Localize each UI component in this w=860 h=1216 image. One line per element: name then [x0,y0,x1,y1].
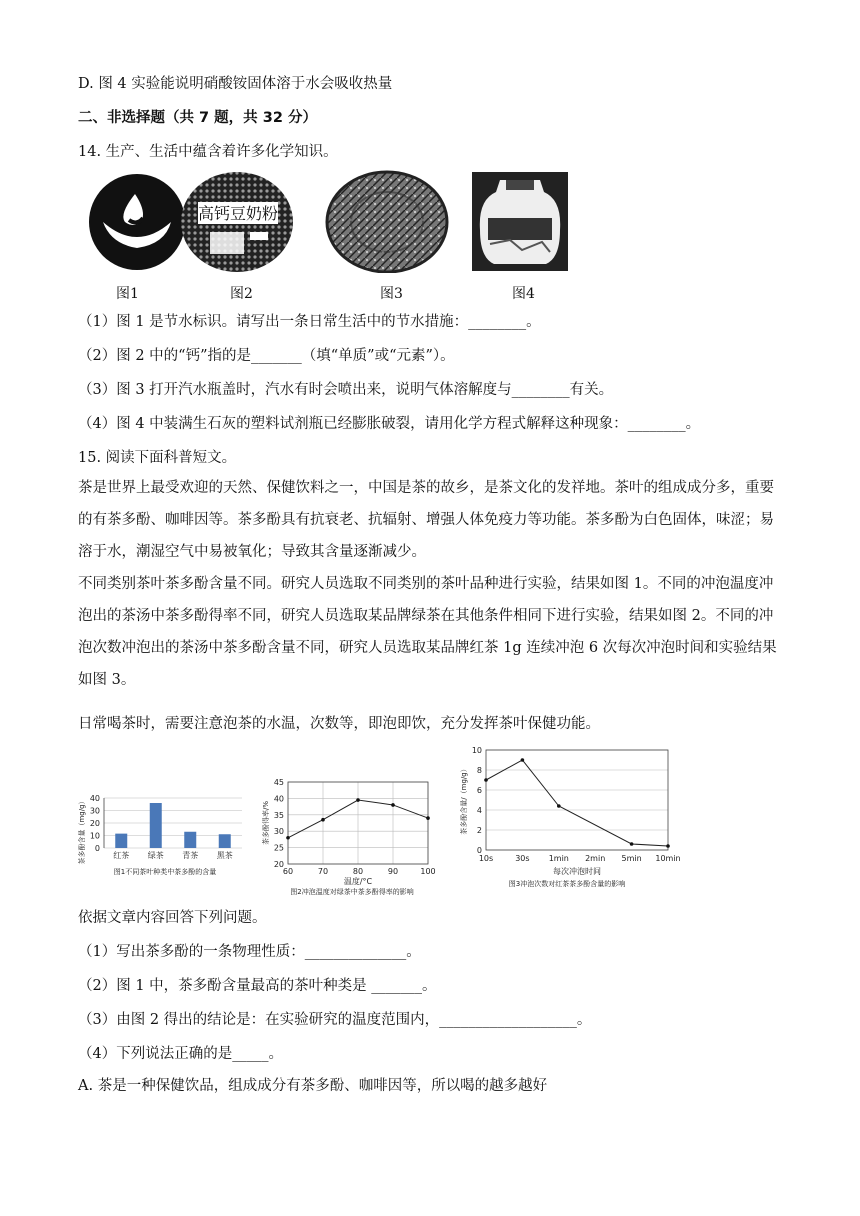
q14-stem: 14. 生产、生活中蕴含着许多化学知识。 [78,144,338,160]
data-point [286,836,290,840]
q14-sub1: （1）图 1 是节水标识。请写出一条日常生活中的节水措施：________。 [78,314,541,330]
y-tick-label: 35 [273,810,284,820]
bar-绿茶 [150,803,162,848]
chart-title: 图2冲泡温度对绿茶中茶多酚得率的影响 [290,888,414,896]
y-tick-label: 40 [273,794,284,804]
q14-sub2: （2）图 2 中的“钙”指的是_______（填“单质”或“元素”）。 [78,348,455,364]
q14-sub3: （3）图 3 打开汽水瓶盖时，汽水有时会喷出来，说明气体溶解度与________有关。 [78,382,614,398]
chart-title: 图3冲泡次数对红茶茶多酚含量的影响 [508,880,626,888]
figure-label-2: 图2 [230,286,253,302]
y-tick-label: 0 [94,844,100,853]
y-tick-label: 10 [89,831,100,841]
data-point [321,818,325,822]
data-point [557,804,561,808]
q15-sub3: （3）由图 2 得出的结论是：在实验研究的温度范围内，___________________。 [78,1012,592,1028]
soda-bottle-cap-icon [325,170,450,273]
q15-option-a: A. 茶是一种保健饮品，组成成分有茶多酚、咖啡因等，所以喝的越多越好 [78,1078,548,1094]
chart-temperature-yield [258,774,438,896]
y-tick-label: 20 [89,819,100,828]
x-tick-label: 30s [515,854,530,863]
chart-title: 图1不同茶叶种类中茶多酚的含量 [113,868,217,876]
chart-tea-type-polyphenol [74,788,254,898]
x-tick-label: 红茶 [113,851,130,860]
figure-label-1: 图1 [116,286,139,302]
q15-stem: 15. 阅读下面科普短文。 [78,450,237,466]
y-tick-label: 20 [273,860,284,869]
x-tick-label: 10min [655,854,681,863]
chart-brew-count-content [456,744,684,894]
figure-label-3: 图3 [380,286,403,302]
soymilk-powder-package-icon [180,170,295,273]
q15-paragraph-2: 不同类别茶叶茶多酚含量不同。研究人员选取不同类别的茶叶品种进行实验，结果如图 1。不同的冲泡温度冲泡出的茶汤中茶多酚得率不同，研究人员选取某品牌绿茶在其他条件相同下进行实验，结果如图 2。不同的冲泡次数冲泡出的茶汤中茶多酚含量不同，研究人员选取某品牌红茶 1g 连续冲泡 6 次每次冲泡时间和实验结果如图 3。 [78,576,777,688]
y-axis-label: 茶多酚得率/% [262,800,270,846]
x-tick-label: 绿茶 [147,851,164,860]
q15-paragraph-1: 茶是世界上最受欢迎的天然、保健饮料之一，中国是茶的故乡，是茶文化的发祥地。茶叶的组成成分多，重要的有茶多酚、咖啡因等。茶多酚具有抗衰老、抗辐射、增强人体免疫力等功能。茶多酚为白色固体，味涩；易溶于水，潮湿空气中易被氧化；导致其含量逐渐减少。 [78,480,774,560]
bar-青茶 [184,832,196,848]
q15-paragraph-3: 日常喝茶时，需要注意泡茶的水温，次数等，即泡即饮，充分发挥茶叶保健功能。 [78,716,600,732]
q15-after-charts: 依据文章内容回答下列问题。 [78,910,267,926]
q14-sub4: （4）图 4 中装满生石灰的塑料试剂瓶已经膨胀破裂，请用化学方程式解释这种现象：________。 [78,416,701,432]
x-tick-label: 90 [387,867,399,876]
package-print: 高钙豆奶粉 [197,204,279,223]
q15-sub1: （1）写出茶多酚的一条物理性质：______________。 [78,944,421,960]
y-tick-label: 0 [476,846,482,855]
x-tick-label: 1min [548,854,569,863]
y-tick-label: 30 [89,806,100,816]
water-saving-emblem-icon [85,170,190,273]
y-tick-label: 4 [476,806,482,815]
y-tick-label: 40 [89,794,100,803]
bar-红茶 [115,834,127,848]
x-axis-label: 每次冲泡时间 [553,867,601,876]
y-tick-label: 6 [476,786,482,795]
data-point [426,816,430,820]
y-tick-label: 10 [471,746,482,755]
q13-option-d: D. 图 4 实验能说明硝酸铵固体溶于水会吸收热量 [78,76,393,92]
y-tick-label: 8 [476,766,482,775]
x-tick-label: 80 [352,867,364,876]
x-tick-label: 70 [317,867,329,876]
q15-sub2: （2）图 1 中，茶多酚含量最高的茶叶种类是 _______。 [78,978,437,994]
y-tick-label: 45 [273,778,284,787]
bar-黑茶 [219,834,231,848]
x-tick-label: 100 [420,867,436,876]
y-axis-label: 茶多酚含量/（mg/g） [460,765,468,835]
x-tick-label: 5min [621,854,642,863]
data-point [630,842,634,846]
y-tick-label: 2 [476,826,482,835]
figure-label-4: 图4 [512,286,535,302]
x-tick-label: 青茶 [182,851,199,860]
x-tick-label: 60 [282,867,294,876]
data-point [391,803,395,807]
data-point [356,798,360,802]
section-heading: 二、非选择题（共 7 题，共 32 分） [78,110,317,126]
q15-sub4: （4）下列说法正确的是_____。 [78,1046,283,1062]
data-point [484,778,488,782]
y-tick-label: 30 [273,827,284,837]
data-point [666,844,670,848]
y-axis-label: 茶多酚含量（mg/g） [78,797,86,865]
series-line [486,760,668,846]
x-tick-label: 2min [585,854,606,863]
data-point [521,758,525,762]
y-tick-label: 25 [273,843,284,853]
x-tick-label: 黑茶 [216,851,233,860]
burst-bottle-icon [470,170,570,273]
x-axis-label: 温度/°C [343,877,373,886]
x-tick-label: 10s [478,854,494,863]
